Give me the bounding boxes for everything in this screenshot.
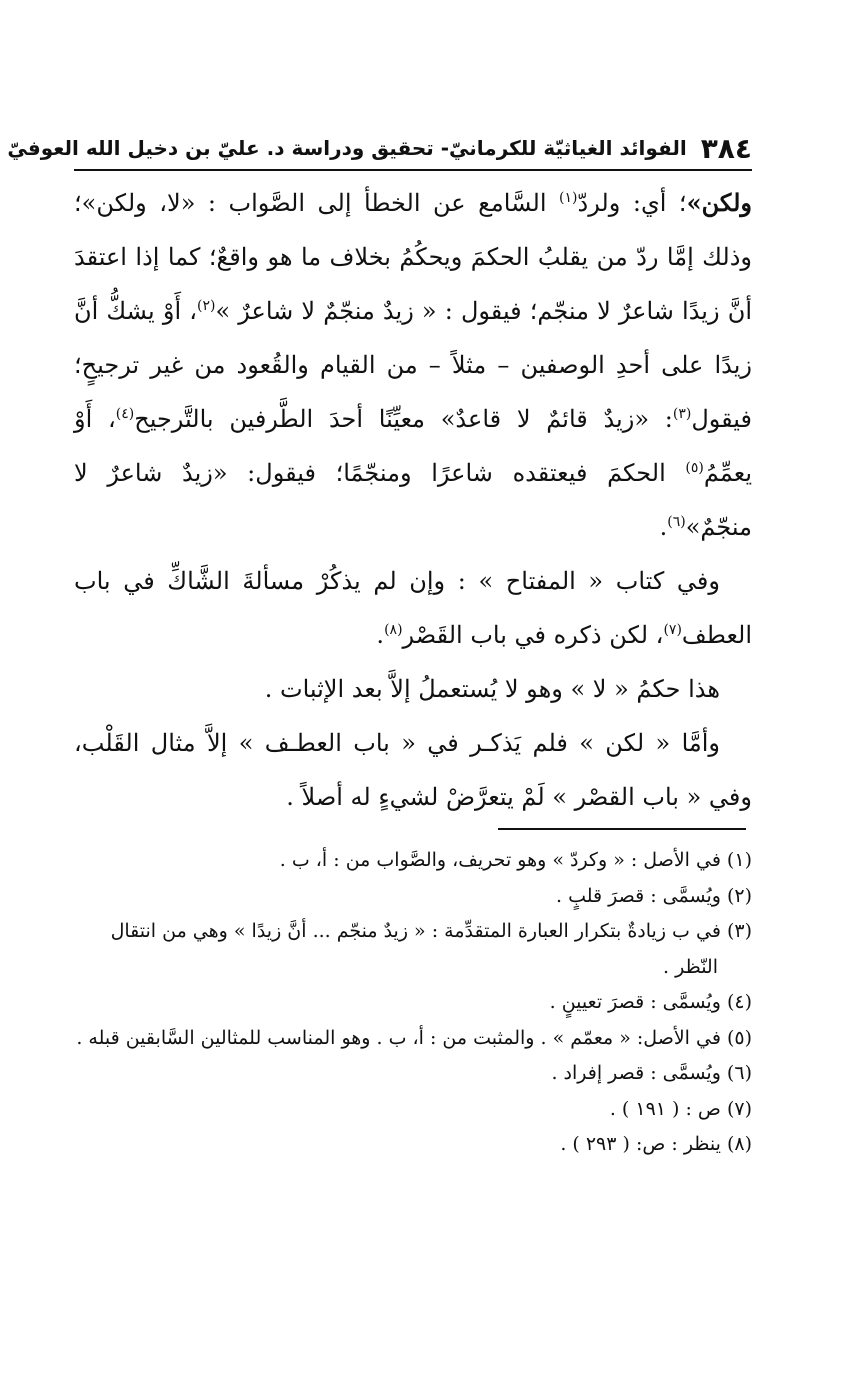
footnote-ref-6[interactable]: (٦): [667, 514, 686, 530]
text-run: وفي كتاب « المفتاح » : وإن لم يذكُرْ مسألةَ الشَّاكِّ في باب العطف: [74, 567, 752, 649]
footnote-ref-1[interactable]: (١): [559, 190, 578, 206]
text-run: .: [659, 513, 668, 541]
footnote-5: (٥) في الأصل: « معمّم » . والمثبت من : أ، ب . وهو المناسب للمثالين السَّابقين قبله .: [76, 1026, 752, 1049]
header-rule: [74, 169, 752, 171]
footnote-ref-7[interactable]: (٧): [663, 622, 682, 638]
footnote-ref-2[interactable]: (٢): [197, 298, 216, 314]
page-number: ٣٨٤: [700, 131, 752, 165]
footnote-ref-4[interactable]: (٤): [115, 406, 135, 422]
text-run: ؛ أي: ولردّ: [577, 189, 687, 217]
lead-word: ولكن»: [686, 188, 752, 217]
paragraph-2: [74, 554, 752, 662]
footnote-rule: [498, 828, 746, 830]
footnote-ref-8[interactable]: (٨): [384, 622, 403, 638]
paragraph-3: هذا حكمُ « لا » وهو لا يُستعملُ إلاَّ بعد الإثبات .: [264, 675, 720, 703]
text-run: ، أَوْ يعمِّمُ: [74, 405, 752, 487]
footnote-7: (٧) ص : ( ١٩١ ) .: [609, 1097, 752, 1120]
text-run: السَّامع عن الخطأ إلى الصَّواب : «لا، ولكن»؛ وذلك إمَّا ردّ من يقلبُ الحكمَ ويحكُمُ بخلاف ما هو واقعٌ؛ كما إذا اعتقدَ أنَّ زيدًا شاعرٌ لا منجّم؛ فيقول : « زيدٌ منجّمٌ لا شاعرٌ »: [74, 189, 753, 325]
footnotes: [74, 843, 752, 1163]
text-run: الحكمَ فيعتقده شاعرًا ومنجّمًا؛ فيقول: «زيدٌ شاعرٌ لا منجّمٌ»: [74, 459, 752, 541]
footnote-4: (٤) ويُسمَّى : قصرَ تعيينٍ .: [549, 991, 752, 1013]
footnote-2: (٢) ويُسمَّى : قصرَ قلبٍ .: [556, 884, 752, 907]
footnote-ref-3[interactable]: (٣): [672, 406, 692, 422]
text-run: ، لكن ذكره في باب القَصْر: [402, 621, 664, 649]
footnote-6: (٦) ويُسمَّى : قصر إفراد .: [551, 1062, 752, 1084]
text-run: ، أَوْ يشكُّ أنَّ زيدًا على أحدِ الوصفين – مثلاً – من القيام والقُعود من غير ترجيحٍ؛ فيقول: [74, 297, 753, 433]
footnote-8: (٨) ينظر : ص: ( ٢٩٣ ) .: [560, 1133, 752, 1155]
footnote-ref-5[interactable]: (٥): [685, 460, 704, 476]
paragraph-1: [74, 176, 752, 554]
text-run: .: [376, 621, 385, 649]
running-title: الفوائد الغياثيّة للكرمانيّ- تحقيق ودراسة د. عليّ بن دخيل الله العوفيّ: [7, 136, 687, 160]
running-header: [7, 128, 752, 168]
text-run: : «زيدٌ قائمٌ لا قاعدٌ» معيِّنًا أحدَ الطَّرفين بالتَّرجيح: [134, 405, 673, 433]
main-text: [74, 176, 752, 824]
paragraph-4: وأمَّا « لكن » فلم يَذكـر في « باب العطـف » إلاَّ مثال القَلْب، وفي « باب القصْر » لَمْ يتعرَّضْ لشيءٍ له أصلاً .: [74, 729, 752, 811]
footnote-3: (٣) في ب زيادةٌ بتكرار العبارة المتقدِّمة : « زيدٌ منجّم ... أنَّ زيدًا » وهي من انتقال النّظر .: [110, 920, 752, 978]
footnote-1: (١) في الأصل : « وكردّ » وهو تحريف، والصَّواب من : أ، ب .: [279, 849, 752, 871]
